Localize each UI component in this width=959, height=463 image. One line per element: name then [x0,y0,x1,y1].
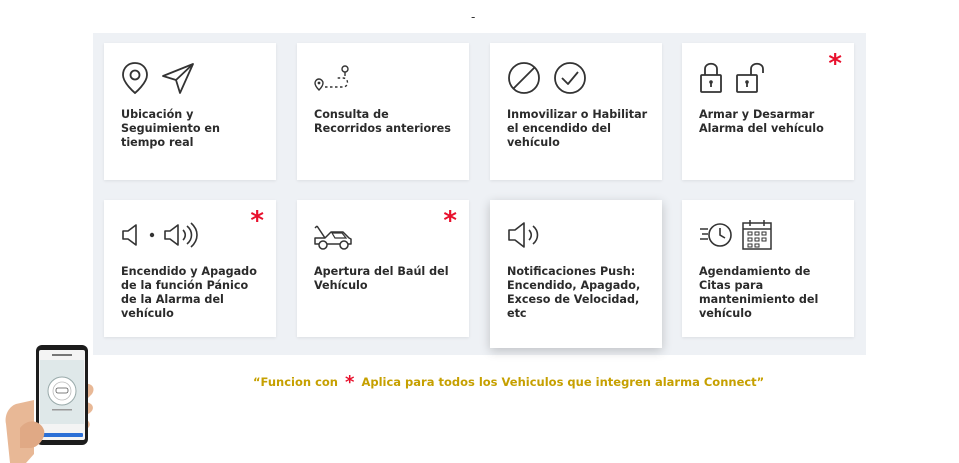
feature-label: Consulta de Recorridos anteriores [314,108,451,135]
location-pin-icon [120,60,150,96]
feature-card-appointments[interactable] [682,200,854,337]
feature-card-push-notifications[interactable] [490,200,662,348]
fast-clock-icon [698,219,734,251]
feature-card-trunk[interactable] [297,200,469,337]
route-path-icon [313,61,355,95]
footnote-after: Aplica para todos los Vehiculos que integren alarma Connect” [361,375,765,389]
speaker-off-icon [120,220,142,250]
alarm-connect-star: * [443,206,457,236]
prohibited-icon [506,60,542,96]
navigation-arrow-icon [160,61,196,95]
feature-label: Inmovilizar o Habilitar el encendido del vehículo [507,108,648,149]
alarm-connect-star: * [828,49,842,79]
top-dash: - [471,10,476,24]
feature-card-routes[interactable] [297,43,469,180]
unlock-icon [734,60,770,96]
feature-label: Notificaciones Push: Encendido, Apagado, Exceso de Velocidad, etc [507,265,641,320]
feature-card-alarm[interactable] [682,43,854,180]
feature-label: Apertura del Baúl del Vehículo [314,265,449,292]
footnote-star: * [345,372,355,393]
feature-label: Ubicación y Seguimiento en tiempo real [121,108,220,149]
feature-label: Armar y Desarmar Alarma del vehículo [699,108,824,135]
feature-label: Agendamiento de Citas para mantenimiento del vehículo [699,265,819,320]
lock-icon [698,60,724,96]
feature-label: Encendido y Apagado de la función Pánico de la Alarma del vehículo [121,265,257,320]
check-circle-icon [552,60,588,96]
dot-separator-icon [148,220,156,250]
feature-card-immobilize[interactable] [490,43,662,180]
car-trunk-icon [313,218,353,252]
footnote [253,370,764,391]
feature-card-location[interactable] [104,43,276,180]
speaker-on-icon [162,220,200,250]
footnote-before: “Funcion con [253,375,338,389]
speaker-on-icon [506,219,544,251]
alarm-connect-star: * [250,206,264,236]
phone-in-hand-image [0,344,100,463]
feature-card-panic[interactable] [104,200,276,337]
features-panel [93,33,866,355]
calendar-icon [740,218,774,252]
